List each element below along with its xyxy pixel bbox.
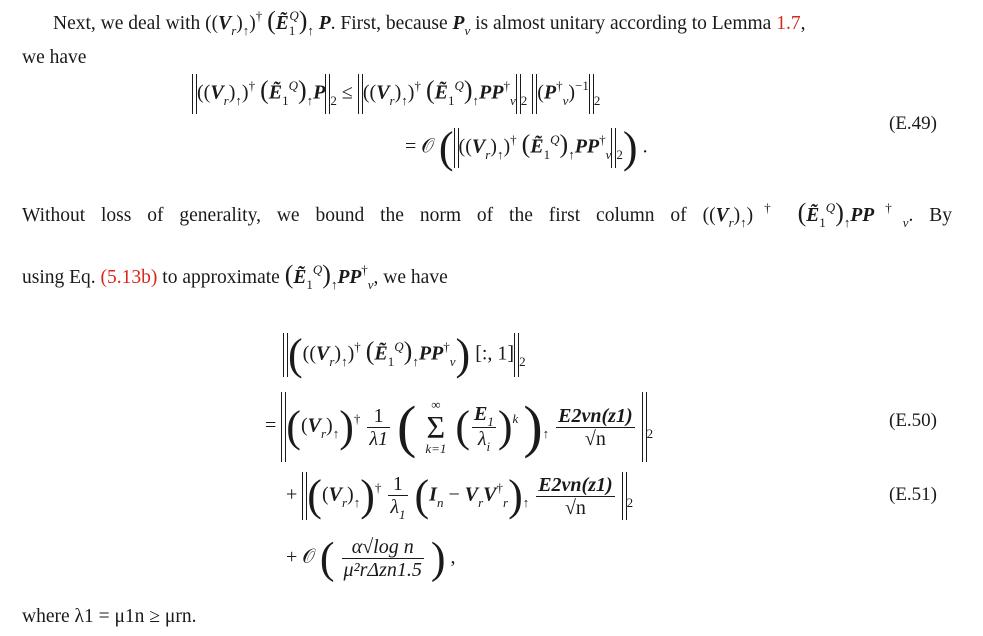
- para2-text-3: using Eq.: [22, 267, 96, 288]
- para2-line-1: Without loss of generality, we bound the norm of the first column of $((V_r)_↑)^\dagger$ $(Ẽ_1^Q)_↑PP^\dagger_v$. By: [22, 198, 953, 230]
- eq-50-line-0: ($((V_r)_↑)^\dagger$ $(Ẽ_1^Q)_↑PP^\dagger_v$) [:, 1] $_2$: [283, 333, 526, 377]
- eq-51-prefix: +: [286, 483, 298, 506]
- eq-50-ratio: $\frac{E_1}{\lambda_i}$: [474, 402, 494, 454]
- intro-line-2: we have: [22, 47, 87, 68]
- eq-50-frac-1: $\frac{1}{\lambda 1}$: [369, 404, 389, 450]
- eq-52-frac: $\frac{\text{α√log n}}{\text{μ²rΔzn1.5}}$: [343, 536, 422, 581]
- eq-52-line: + 𝒪 ( $\frac{\text{α√log n}}{\text{μ²rΔzn1.5}}$ ) ,: [286, 533, 456, 583]
- para2-text-5: , we have: [373, 267, 448, 288]
- eq-51-number: (E.51): [889, 484, 938, 505]
- eq-49-line-2: = 𝒪 ( $((V_r)_↑)^\dagger$ $(Ẽ_1^Q)_↑PP^\dagger_v$ $_2$) .: [405, 123, 648, 172]
- eq-ref-link[interactable]: (5.13b): [100, 267, 158, 288]
- eq-49-eq: = 𝒪: [405, 135, 434, 158]
- eq-49-number: (E.49): [889, 113, 938, 134]
- para2-line-2: using Eq. (5.13b) to approximate $(Ẽ_1^Q)_↑PP^\dagger_v$, we have: [22, 260, 448, 292]
- intro-text-2: . First, because: [330, 13, 448, 34]
- intro-text-4: ,: [800, 13, 806, 34]
- eq-50-sum: ∞ Σ k=1: [425, 397, 447, 456]
- eq-50-frac-2: $\frac{E2vn(z1)}{√n}$: [558, 404, 633, 450]
- intro-text-3: is almost unitary according to Lemma: [475, 13, 772, 34]
- eq-49-line-1: $((V_r)_↑)^\dagger$ $(Ẽ_1^Q)_↑P$ $_2 \le ((V_r)_↑)^\dagger$ $(Ẽ_1^Q)_↑PP^\dagger_v$ $_2$ $(P^\dagger_v)^{-1}_2$: [192, 74, 600, 114]
- eq-50-prefix: =: [265, 414, 277, 437]
- eq-49-dot: .: [642, 135, 648, 158]
- eq-51-frac: $\frac{E2vn(z1)}{√n}$: [538, 473, 613, 519]
- para2-text-4: to approximate: [162, 267, 280, 288]
- closing-line: where λ1 = μ1n ≥ μrn.: [22, 606, 197, 627]
- eq-51-line: + $((V_r)_↑)^\dagger$ $\frac{1}{\lambda_1}$ $(I_n - V_rV^\dagger_r)_↑$ $\frac{E2vn(z1)}{√n}$ $_2$: [286, 471, 634, 522]
- eq-52-comma: ,: [450, 546, 456, 569]
- intro-line: Next, we deal with $((V_r)_↑)^\dagger$ $(Ẽ_1^Q)_↑$ P. First, because $P_v$ is almost unitary according to Lemma 1.7,: [53, 6, 806, 38]
- para2-text-2: . By: [908, 205, 953, 226]
- intro-text-1: Next, we deal with: [53, 13, 201, 34]
- eq-52-prefix: + 𝒪: [286, 546, 315, 569]
- eq-50-line-1: = $((V_r)_↑)^\dagger$ $\frac{1}{\lambda 1}$ ( ∞ Σ k=1 ( $\frac{E_1}{\lambda_i}$ )$^k$ )$_↑$ $\frac{E2vn(z1)}{√n}$ $_2$: [265, 392, 653, 462]
- eq-50-number: (E.50): [889, 410, 938, 431]
- lemma-link[interactable]: 1.7: [776, 13, 801, 34]
- eq-49-le: ≤: [341, 81, 353, 104]
- para2-text-1: Without loss of generality, we bound the norm of the first column of: [22, 205, 687, 226]
- eq-50-index: [:, 1]: [475, 342, 515, 365]
